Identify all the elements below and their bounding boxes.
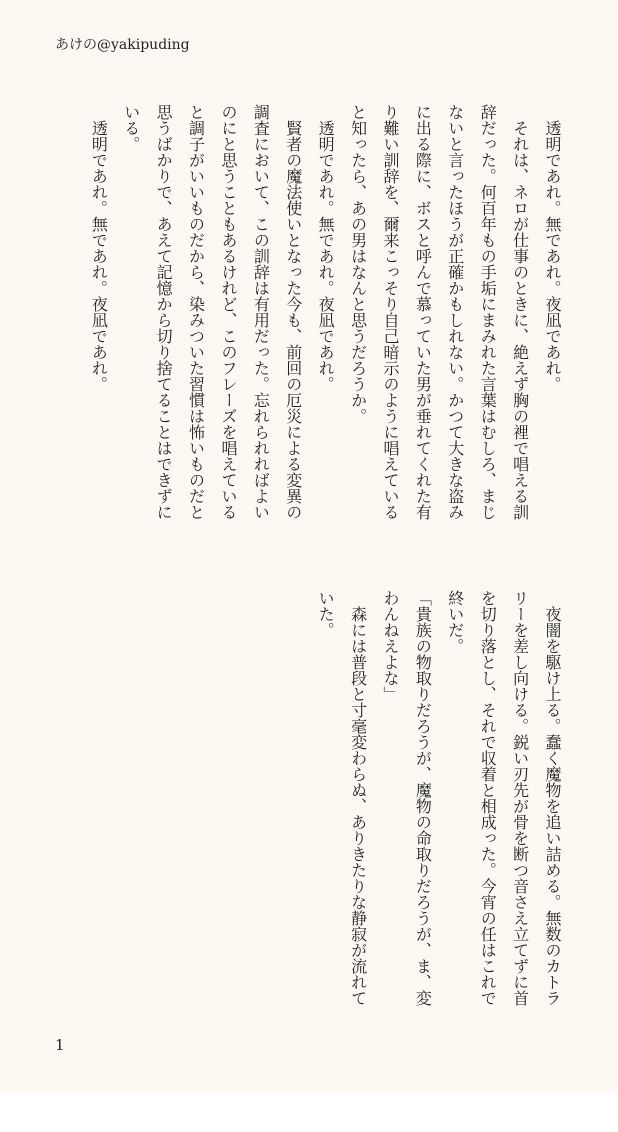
dialogue-paragraph: 「貴族の物取りだろうが、魔物の命取りだろうが、ま、変わんねえよな」 — [380, 590, 433, 1006]
paragraph: 透明であれ。無であれ。夜凪であれ。 — [316, 120, 336, 392]
lower-text-section — [298, 590, 568, 1010]
paragraph: 賢者の魔法使いとなった今も、前回の厄災による変異の調査において、この訓辞は有用だった。忘れられればよいのにと思うこともあるけれど、このフレーズを唱えていると調子がいいものだから、染みついた習慣は怖いものだと思うばかりで、あえて記憶から切り捨てることはできずにいる。 — [121, 104, 303, 520]
author-name: あけの@yakipuding — [55, 37, 190, 53]
paragraph: それは、ネロが仕事のときに、絶えず胸の裡で唱える訓辞だった。何百年もの手垢にまみれた言葉はむしろ、まじないと言ったほうが正確かもしれない。かつて大きな盗みに出る際に、ボスと呼んで慕っていた男が垂れてくれた有り難い訓辞を、爾来こっそり自己暗示のように唱えていると知ったら、あの男はなんと思うだろうか。 — [348, 104, 530, 520]
paragraph: 森には普段と寸毫変わらぬ、ありきたりな静寂が流れていた。 — [316, 590, 368, 1006]
upper-text-section — [63, 104, 568, 524]
paragraph: 透明であれ。無であれ。夜凪であれ。 — [89, 120, 109, 392]
page-number: 1 — [55, 1036, 65, 1054]
paragraph: 透明であれ。無であれ。夜凪であれ。 — [543, 120, 562, 392]
paragraph: 夜闇を駆け上る。蠢く魔物を追い詰める。無数のカトラリーを差し向ける。鋭い刃先が骨を断つ音さえ立てずに首を切り落とし、それで収着と相成った。今宵の任はこれで終いだ。 — [445, 590, 562, 1006]
